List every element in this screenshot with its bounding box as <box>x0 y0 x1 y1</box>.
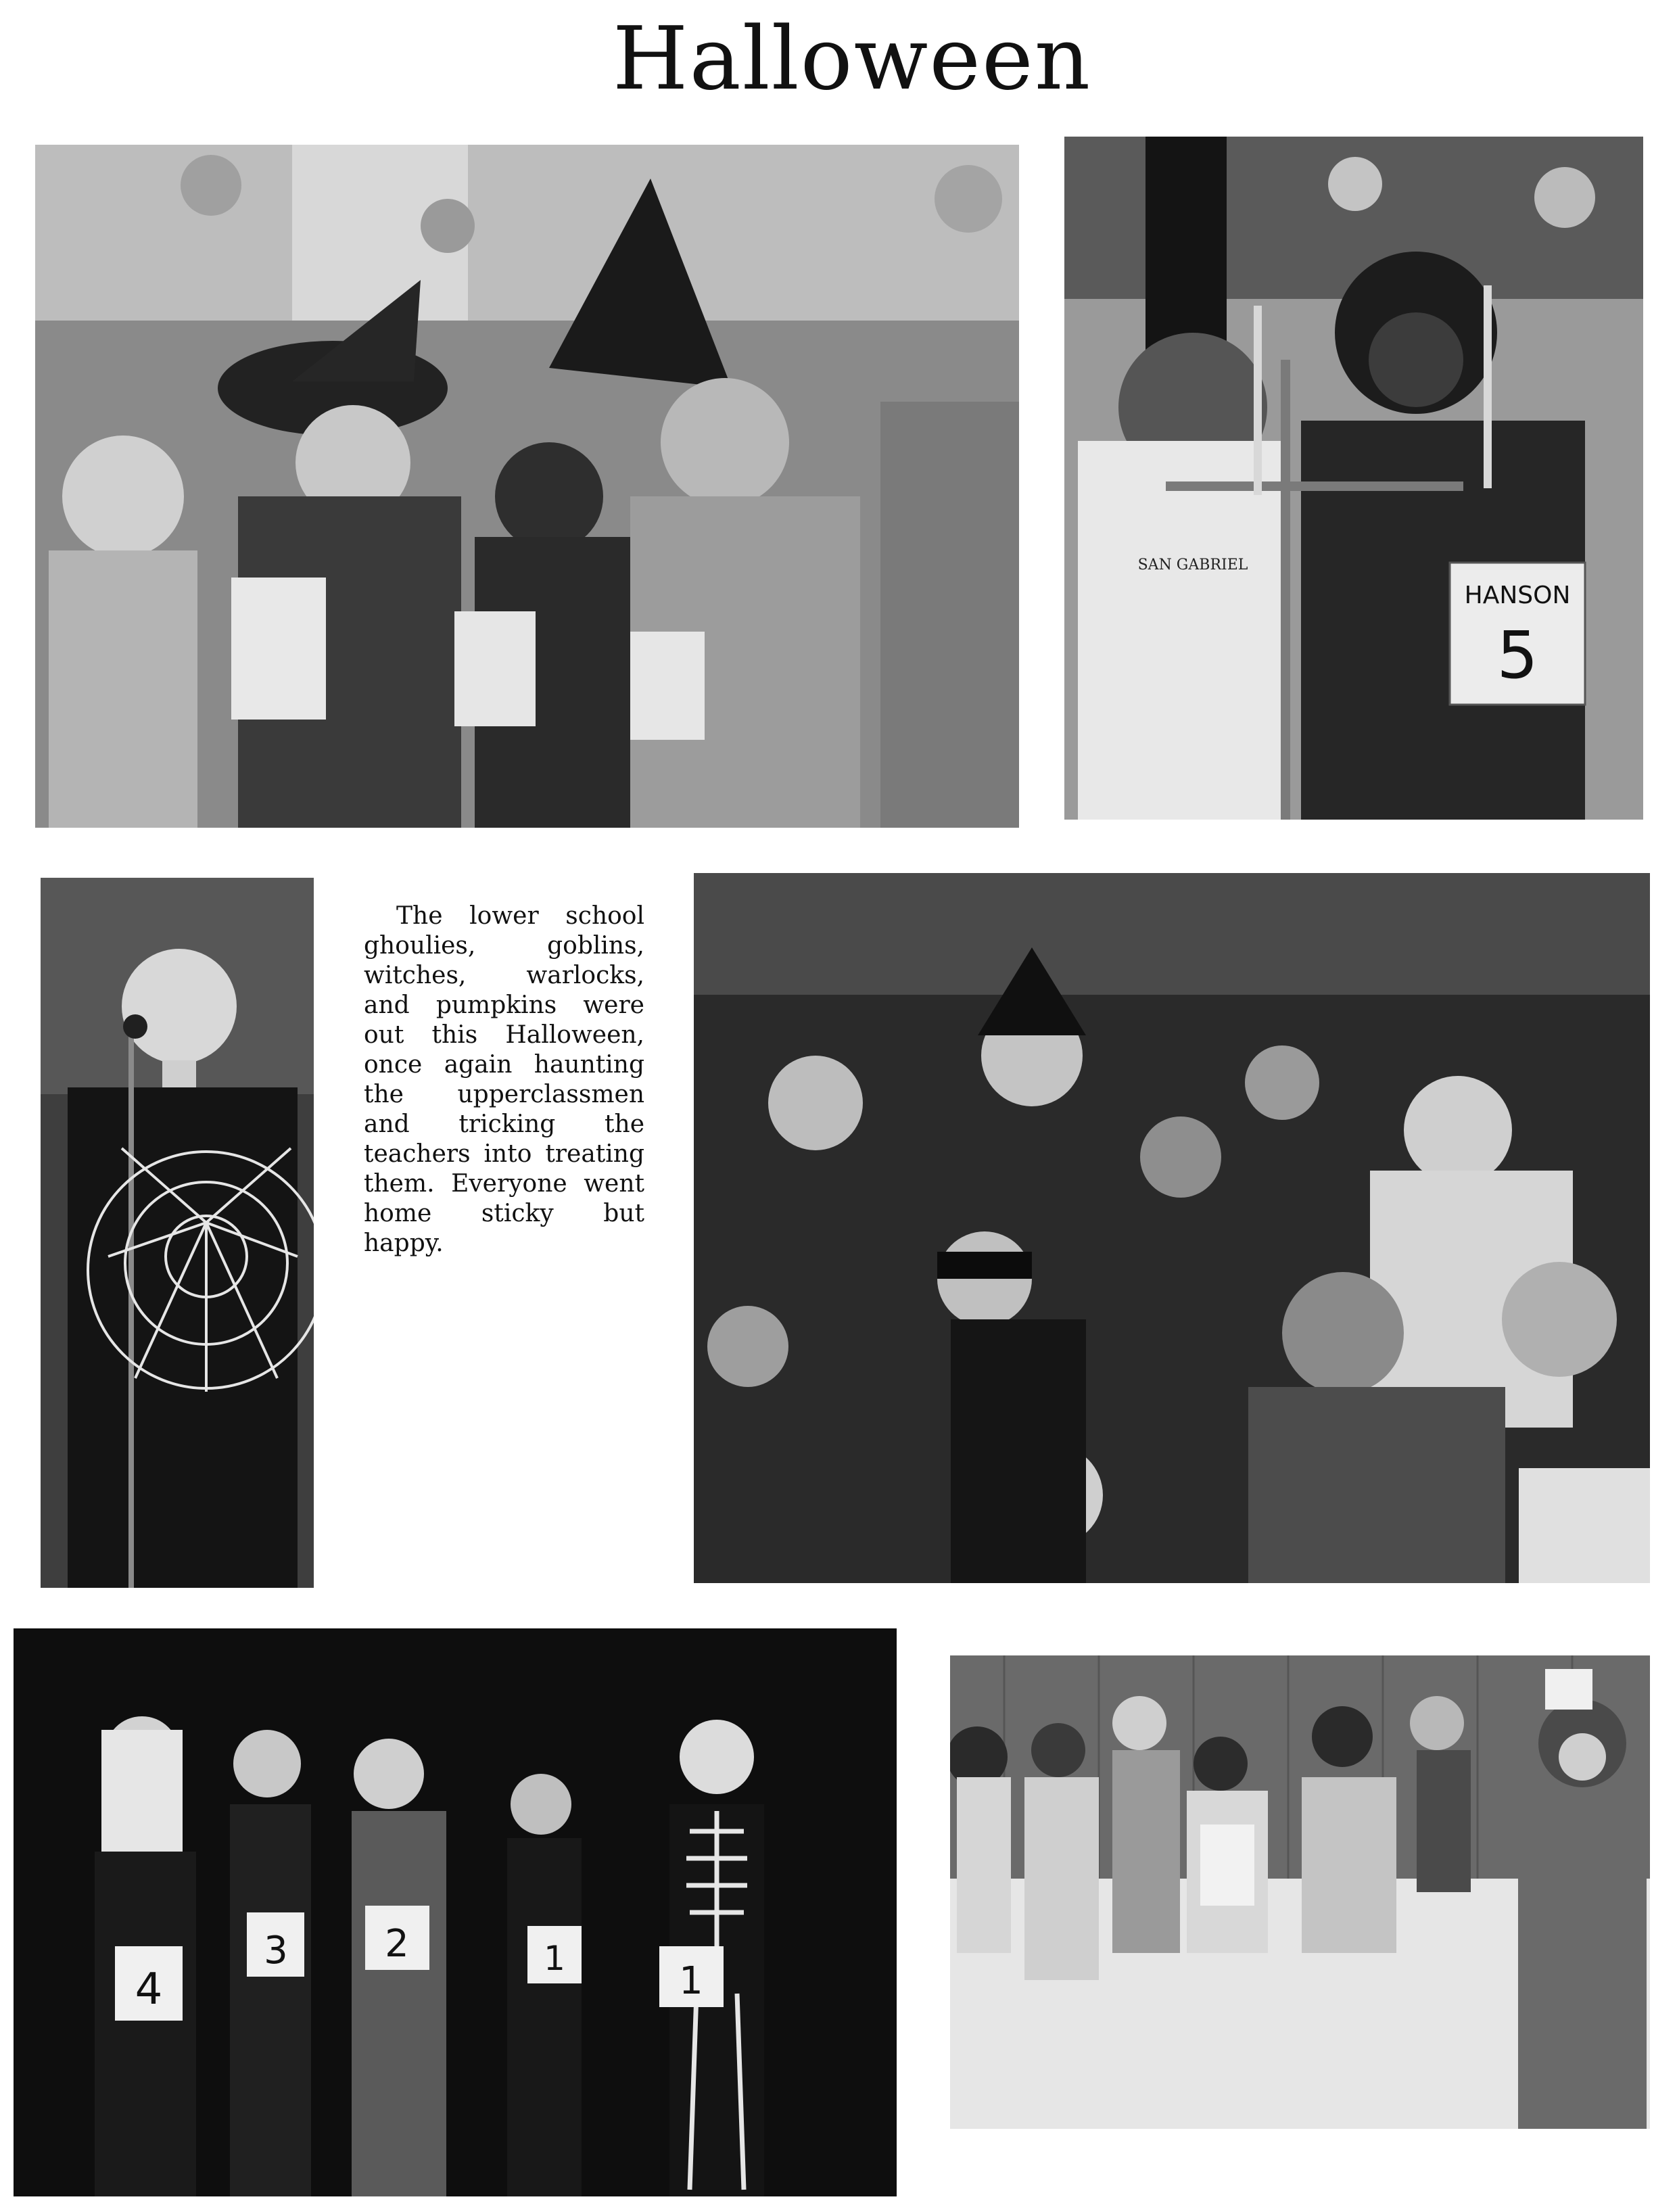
photo-teacher <box>41 878 314 1588</box>
photo-witches-crowd <box>35 145 1019 828</box>
photo-seated-children <box>694 873 1650 1583</box>
werewolf-shirt-text: SAN GABRIEL <box>1137 557 1248 573</box>
photo-contest-lineup <box>14 1628 897 2196</box>
contest-card-5: 1 <box>679 1959 703 2003</box>
photo-parade <box>950 1655 1650 2129</box>
werewolf-tag-number: 5 <box>1496 617 1538 693</box>
contest-card-2: 3 <box>264 1929 288 1973</box>
page-title: Halloween <box>612 9 1092 110</box>
werewolf-tag-name: HANSON <box>1464 582 1571 609</box>
caption-text: The lower school ghoulies, goblins, witches, warlocks, and pumpkins were out this Halloween, once again haunting the upperclassmen and tricking the teachers into treating them. Everyone went home sticky but happy. <box>364 902 644 1257</box>
contest-card-4: 1 <box>544 1939 565 1978</box>
photo-werewolf <box>1064 137 1643 820</box>
contest-card-3: 2 <box>385 1922 409 1966</box>
contest-card-1: 4 <box>135 1964 163 2015</box>
